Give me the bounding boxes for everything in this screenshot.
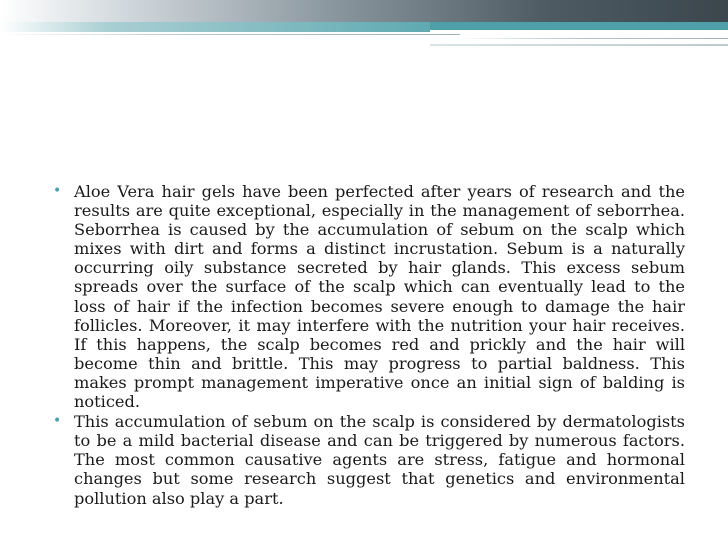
bullet-item-seborrhea <box>50 182 685 411</box>
slide-body <box>50 182 685 509</box>
bullet-text: Aloe Vera hair gels have been perfected after years of research and the results are quite exceptional, especially in the management of seborrhea. Seborrhea is caused by the accumulation of sebum on the scalp which mixes with dirt and forms a distinct incrustation. Sebum is a naturally occurring oily substance secreted by hair glands. This excess sebum spreads over the surface of the scalp which can eventually lead to the loss of hair if the infection becomes severe enough to damage the hair follicles. Moreover, it may interfere with the nutrition your hair receives. If this happens, the scalp becomes red and prickly and the hair will become thin and brittle. This may progress to partial baldness. This makes prompt management imperative once an initial sign of balding is noticed. <box>74 182 685 412</box>
header-divider-shade <box>430 44 728 46</box>
header-accent-band-right <box>430 22 728 30</box>
bullet-list <box>50 182 685 508</box>
bullet-text: This accumulation of sebum on the scalp is considered by dermatologists to be a mild bacterial disease and can be triggered by numerous factors. The most common causative agents are stress, fatigue and hormonal changes but some research suggest that genetics and environmental pollution also play a part. <box>74 412 685 508</box>
header-divider-line-right <box>460 38 728 39</box>
bullet-dot-icon: • <box>53 413 62 430</box>
header-accent-band <box>0 22 430 32</box>
bullet-dot-icon: • <box>53 183 62 199</box>
header-divider-line <box>0 34 460 35</box>
header-gradient-bar <box>0 0 728 22</box>
bullet-item-bacterial-disease <box>50 412 685 507</box>
